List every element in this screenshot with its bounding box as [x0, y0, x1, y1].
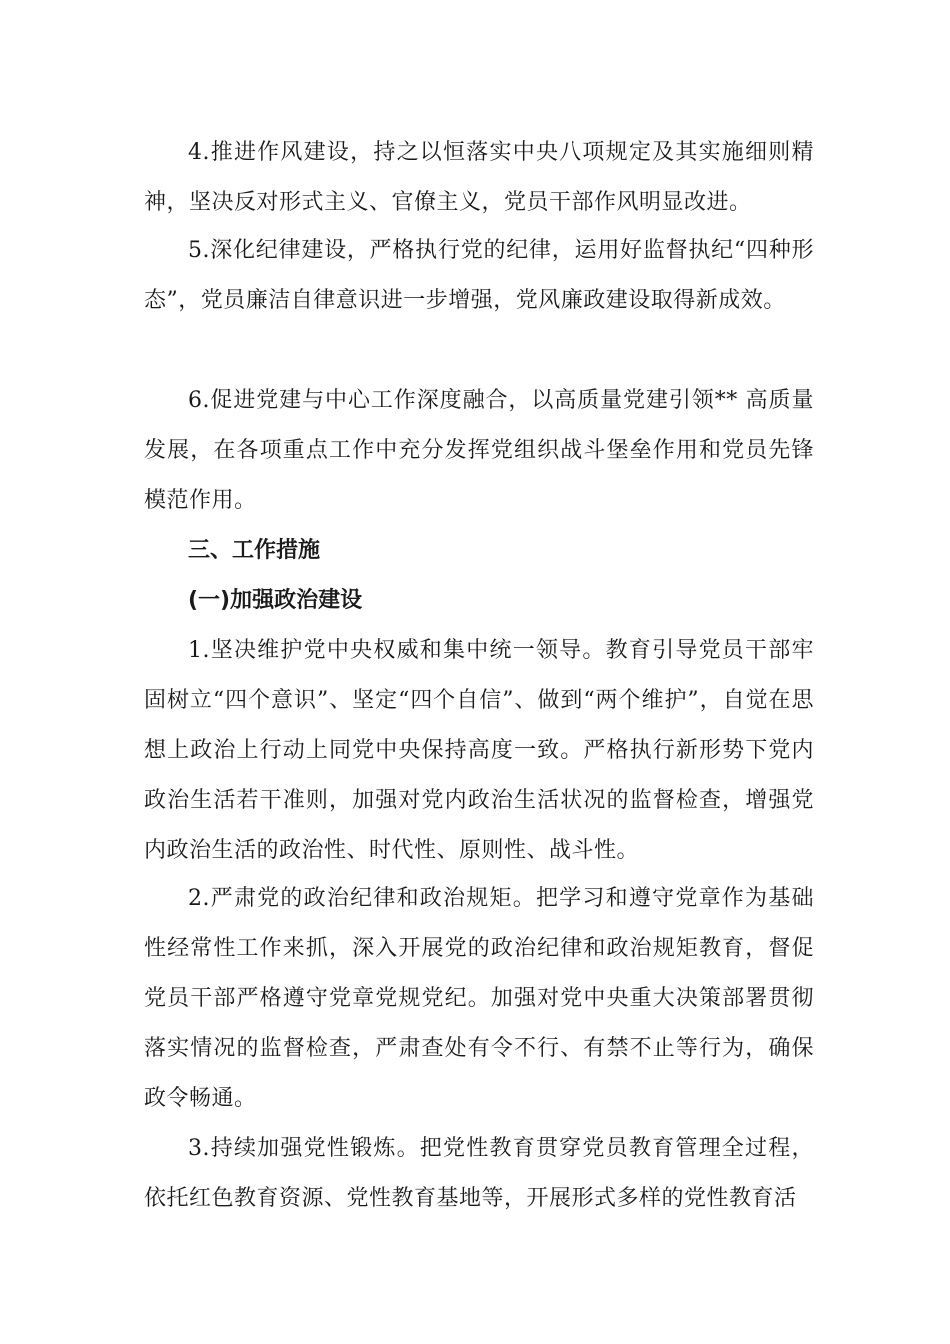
sub-heading: (一)加强政治建设 [188, 588, 363, 613]
paragraph-goal-4: 4.推进作风建设，持之以恒落实中央八项规定及其实施细则精神，坚决反对形式主义、官僚主义，党员干部作风明显改进。 [144, 140, 814, 215]
paragraph-measure-2: 2.严肃党的政治纪律和政治规矩。把学习和遵守党章作为基础性经常性工作来抓，深入开展党的政治纪律和政治规矩教育，督促党员干部严格遵守党章党规党纪。加强对党中央重大决策部署贯彻落实情况的监督检查，严肃查处有令不行、有禁不止等行为，确保政令畅通。 [144, 886, 814, 1111]
section-heading: 三、工作措施 [188, 538, 321, 563]
paragraph-measure-3: 3.持续加强党性锻炼。把党性教育贯穿党员教育管理全过程，依托红色教育资源、党性教育基地等，开展形式多样的党性教育活 [144, 1136, 814, 1211]
paragraph-measure-1: 1.坚决维护党中央权威和集中统一领导。教育引导党员干部牢固树立“四个意识”、坚定“四个自信”、做到“两个维护”，自觉在思想上政治上行动上同党中央保持高度一致。严格执行新形势下党内政治生活若干准则，加强对党内政治生活状况的监督检查，增强党内政治生活的政治性、时代性、原则性、战斗性。 [144, 638, 815, 863]
paragraph-goal-5: 5.深化纪律建设，严格执行党的纪律，运用好监督执纪“四种形态”，党员廉洁自律意识进一步增强，党风廉政建设取得新成效。 [144, 238, 814, 313]
paragraph-goal-6: 6.促进党建与中心工作深度融合，以高质量党建引领** 高质量发展，在各项重点工作中充分发挥党组织战斗堡垒作用和党员先锋模范作用。 [144, 388, 814, 513]
